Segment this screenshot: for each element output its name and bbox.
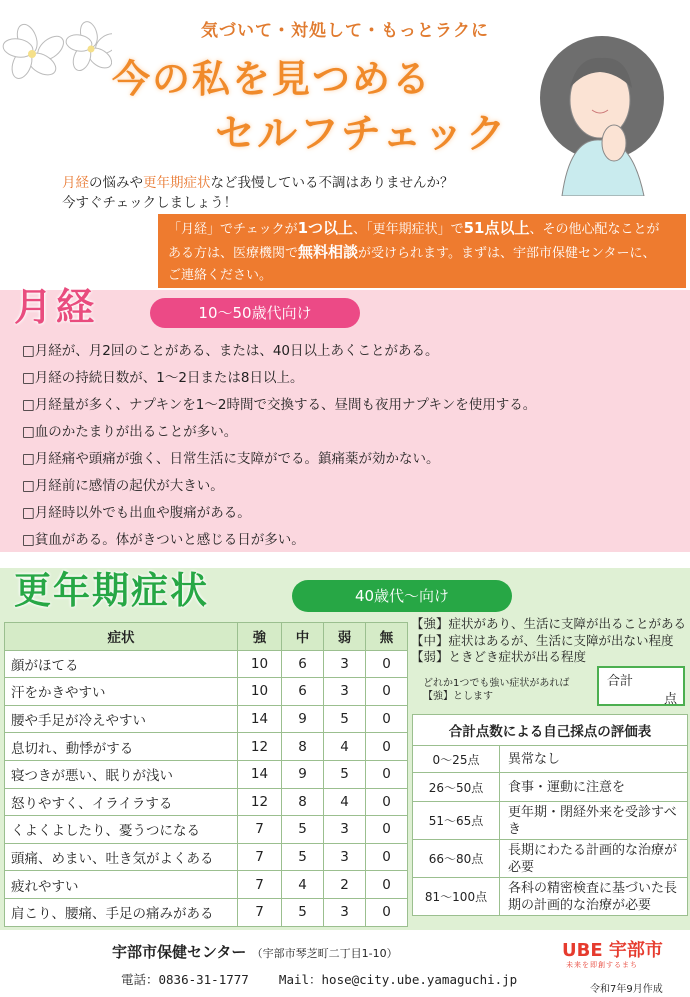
evaluation-text: 各科の精密検査に基づいた長期の計画的な治療が必要 [500, 878, 688, 916]
symptom-name: 寝つきが悪い、眠りが浅い [5, 760, 238, 788]
org-address: （宇部市琴芝町二丁目1-10） [251, 947, 398, 960]
tagline: 気づいて・対処して・もっとラクに [201, 21, 489, 41]
score-cell: 5 [282, 898, 324, 926]
checklist-item: □月経の持続日数が、1～2日または8日以上。 [22, 370, 304, 386]
notice-b2: 51点以上 [463, 219, 530, 237]
score-cell: 5 [324, 705, 366, 733]
symptom-row [5, 678, 408, 706]
score-cell: 6 [282, 650, 324, 678]
score-cell: 3 [324, 843, 366, 871]
intro-keyword-menstruation: 月経 [62, 175, 89, 191]
menstruation-heading: 月経 [14, 285, 99, 329]
created-date: 令和7年9月作成 [590, 984, 663, 995]
intro-text-1: の悩みや [89, 175, 143, 191]
score-cell: 0 [366, 898, 408, 926]
score-cell: 7 [238, 871, 282, 899]
evaluation-text: 更年期・閉経外来を受診すべき [500, 802, 688, 840]
score-range: 81～100点 [413, 878, 500, 916]
score-cell: 12 [238, 788, 282, 816]
score-cell: 12 [238, 733, 282, 761]
severity-legend [411, 616, 686, 666]
legend-item: 【弱】ときどき症状が出る程度 [411, 649, 587, 664]
score-cell: 0 [366, 816, 408, 844]
symptom-name: 息切れ、動悸がする [5, 733, 238, 761]
notice-b1: 1つ以上 [297, 219, 354, 237]
score-cell: 3 [324, 816, 366, 844]
symptom-name: 疲れやすい [5, 871, 238, 899]
score-cell: 3 [324, 898, 366, 926]
column-header: 無 [366, 623, 408, 651]
symptom-row [5, 816, 408, 844]
symptom-name: 腰や手足が冷えやすい [5, 705, 238, 733]
score-range: 51～65点 [413, 802, 500, 840]
evaluation-text: 長期にわたる計画的な治療が必要 [500, 840, 688, 878]
page-title: 今の私を見つめる [112, 57, 433, 101]
page-subtitle: セルフチェック [215, 111, 508, 157]
notice-p1: 「月経」でチェックが [168, 222, 298, 237]
phone: 電話：0836-31-1777 [121, 972, 249, 987]
evaluation-text: 食事・運動に注意を [500, 773, 688, 802]
symptom-row [5, 760, 408, 788]
evaluation-text: 異常なし [500, 746, 688, 773]
evaluation-row [413, 773, 688, 802]
checklist-item: □貧血がある。体がきついと感じる日が多い。 [22, 532, 305, 548]
score-cell: 7 [238, 843, 282, 871]
score-cell: 8 [282, 733, 324, 761]
score-cell: 0 [366, 733, 408, 761]
score-cell: 3 [324, 678, 366, 706]
intro-text-2: など我慢している不調はありませんか？ [210, 175, 454, 191]
symptom-name: 頭痛、めまい、吐き気がよくある [5, 843, 238, 871]
score-cell: 4 [324, 788, 366, 816]
menopause-heading: 更年期症状 [14, 569, 209, 612]
score-cell: 5 [324, 760, 366, 788]
score-cell: 7 [238, 816, 282, 844]
column-header: 弱 [324, 623, 366, 651]
symptom-name: くよくよしたり、憂うつになる [5, 816, 238, 844]
score-range: 0～25点 [413, 746, 500, 773]
score-cell: 14 [238, 705, 282, 733]
ube-logo: UBE 宇部市 [562, 940, 663, 961]
score-cell: 10 [238, 650, 282, 678]
notice-b3: 無料相談 [298, 243, 359, 261]
score-cell: 7 [238, 898, 282, 926]
symptom-row [5, 733, 408, 761]
notice-line3: ご連絡ください。 [168, 268, 273, 283]
symptom-name: 汗をかきやすい [5, 678, 238, 706]
legend-item: 【強】症状があり、生活に支障が出ることがある [411, 616, 687, 631]
total-unit: 点 [663, 692, 677, 707]
score-cell: 8 [282, 788, 324, 816]
checklist-item: □月経時以外でも出血や腹痛がある。 [22, 505, 251, 521]
logo-slogan: 未来を即創するまち [566, 961, 638, 969]
menopause-age-badge: 40歳代～向け [292, 580, 512, 612]
symptom-row [5, 650, 408, 678]
score-cell: 5 [282, 816, 324, 844]
email: Mail：hose@city.ube.yamaguchi.jp [278, 972, 518, 987]
evaluation-row [413, 840, 688, 878]
score-cell: 9 [282, 760, 324, 788]
footer-org [112, 941, 398, 962]
intro-keyword-menopause: 更年期症状 [143, 175, 211, 191]
notice-line2b: が受けられます。まずは、宇部市保健センターに、 [358, 246, 656, 261]
evaluation-table [412, 714, 688, 916]
evaluation-row [413, 878, 688, 916]
column-header: 中 [282, 623, 324, 651]
notice-box [158, 214, 686, 288]
score-cell: 9 [282, 705, 324, 733]
symptom-name: 顔がほてる [5, 650, 238, 678]
score-cell: 0 [366, 650, 408, 678]
evaluation-table-title: 合計点数による自己採点の評価表 [413, 715, 688, 746]
notice-line2a: ある方は、医療機関で [168, 246, 299, 261]
score-cell: 4 [282, 871, 324, 899]
score-cell: 0 [366, 843, 408, 871]
column-header: 症状 [5, 623, 238, 651]
intro-line-2: 今すぐチェックしましょう！ [62, 195, 238, 211]
symptom-table [4, 622, 408, 927]
score-cell: 0 [366, 760, 408, 788]
menstruation-checklist [22, 338, 536, 554]
intro-text [62, 173, 454, 213]
symptom-row [5, 705, 408, 733]
checklist-item: □月経痛や頭痛が強く、日常生活に支障がでる。鎮痛薬が効かない。 [22, 451, 440, 467]
severity-note [423, 677, 569, 703]
score-cell: 2 [324, 871, 366, 899]
checklist-item: □月経前に感情の起伏が大きい。 [22, 478, 224, 494]
total-score-box [597, 666, 685, 706]
score-cell: 0 [366, 705, 408, 733]
woman-illustration [522, 28, 688, 196]
symptom-row [5, 843, 408, 871]
symptom-row [5, 871, 408, 899]
score-cell: 5 [282, 843, 324, 871]
score-cell: 6 [282, 678, 324, 706]
score-cell: 10 [238, 678, 282, 706]
score-cell: 0 [366, 788, 408, 816]
note-line-1: どれか1つでも強い症状があれば [423, 678, 570, 689]
notice-p2: 、「更年期症状」で [353, 222, 464, 237]
symptom-name: 肩こり、腰痛、手足の痛みがある [5, 898, 238, 926]
legend-item: 【中】症状はあるが、生活に支障が出ない程度 [411, 632, 674, 648]
symptom-name: 怒りやすく、イライラする [5, 788, 238, 816]
checklist-item: □月経量が多く、ナプキンを1～2時間で交換する、昼間も夜用ナプキンを使用する。 [22, 397, 537, 413]
symptom-table-header [5, 623, 408, 651]
column-header: 強 [238, 623, 282, 651]
total-label: 合計 [607, 674, 634, 689]
menstruation-age-badge: 10～50歳代向け [150, 298, 360, 328]
score-cell: 0 [366, 678, 408, 706]
symptom-row [5, 788, 408, 816]
checklist-item: □月経が、月2回のことがある、または、40日以上あくことがある。 [22, 343, 439, 359]
note-line-2: 【強】とします [423, 691, 493, 702]
score-range: 26～50点 [413, 773, 500, 802]
score-cell: 3 [324, 650, 366, 678]
evaluation-row [413, 746, 688, 773]
score-range: 66～80点 [413, 840, 500, 878]
notice-p3: 、その他心配なことが [529, 222, 660, 237]
evaluation-row [413, 802, 688, 840]
checklist-item: □血のかたまりが出ることが多い。 [22, 424, 238, 440]
score-cell: 14 [238, 760, 282, 788]
symptom-row [5, 898, 408, 926]
score-cell: 4 [324, 733, 366, 761]
org-name: 宇部市保健センター [112, 943, 247, 961]
score-cell: 0 [366, 871, 408, 899]
footer-contact [121, 970, 517, 988]
